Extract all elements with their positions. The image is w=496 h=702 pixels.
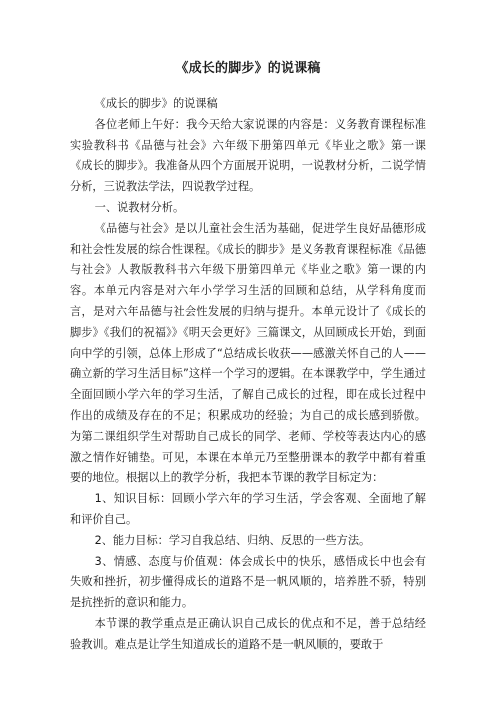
paragraph-key-points: 本节课的教学重点是正确认识自己成长的优点和不足，善于总结经验教训。难点是让学生知道成长的道路不是一帆风顺的，要敢于 [70, 616, 426, 651]
goal-knowledge: 1、知识目标：回顾小学六年的学习生活，学会客观、全面地了解和评价自己。 [70, 492, 426, 526]
goal-emotion: 3、情感、态度与价值观：体会成长中的快乐，感悟成长中也会有失败和挫折，初步懂得成长的道路不是一帆风顺的，培养胜不骄，特别是抗挫折的意识和能力。 [70, 554, 426, 610]
section-heading: 一、说教材分析。 [94, 200, 185, 214]
paragraph-analysis: 《品德与社会》是以儿童社会生活为基础，促进学生良好品德形成和社会性发展的综合性课程。《成长的脚步》是义务教育课程标准《品德与社会》人教版教科书六年级下册第四单元《毕业之歌》第一课的内容。本单元内容是对六年小学学习生活的回顾和总结，从学科角度而言，是对六年品德与社会性发展的归纳与提升。本单元设计了《成长的脚步》《我们的祝福》》《明天会更好》三篇课文，从回顾成长开始，到面向中学的引领，总体上形成了“总结成长收获——感激关怀自己的人——确立新的学习生活目标”这样一个学习的逻辑。在本课教学中，学生通过全面回顾小学六年的学习生活，了解自己成长的过程，即在成长过程中作出的成绩及存在的不足；积累成功的经验；为自己的成长感到骄傲。为第二课组织学生对帮助自己成长的同学、老师、学校等表达内心的感激之情作好铺垫。可见，本课在本单元乃至整册课本的教学中都有着重要的地位。根据以上的教学分析，我把本节课的教学目标定为： [70, 221, 426, 485]
document-title: 《成长的脚步》的说课稿 [175, 61, 321, 76]
document-body [70, 94, 426, 656]
paragraph-subtitle: 《成长的脚步》的说课稿 [94, 97, 218, 110]
goal-ability: 2、能力目标：学习自我总结、归纳、反思的一些方法。 [94, 533, 371, 547]
paragraph-greeting: 各位老师上午好：我今天给大家说课的内容是：义务教育课程标准实验教科书《品德与社会》六年级下册第四单元《毕业之歌》第一课《成长的脚步》。我准备从四个方面展开说明，一说教材分析，二说学情分析，三说教法学法，四说教学过程。 [70, 117, 426, 194]
